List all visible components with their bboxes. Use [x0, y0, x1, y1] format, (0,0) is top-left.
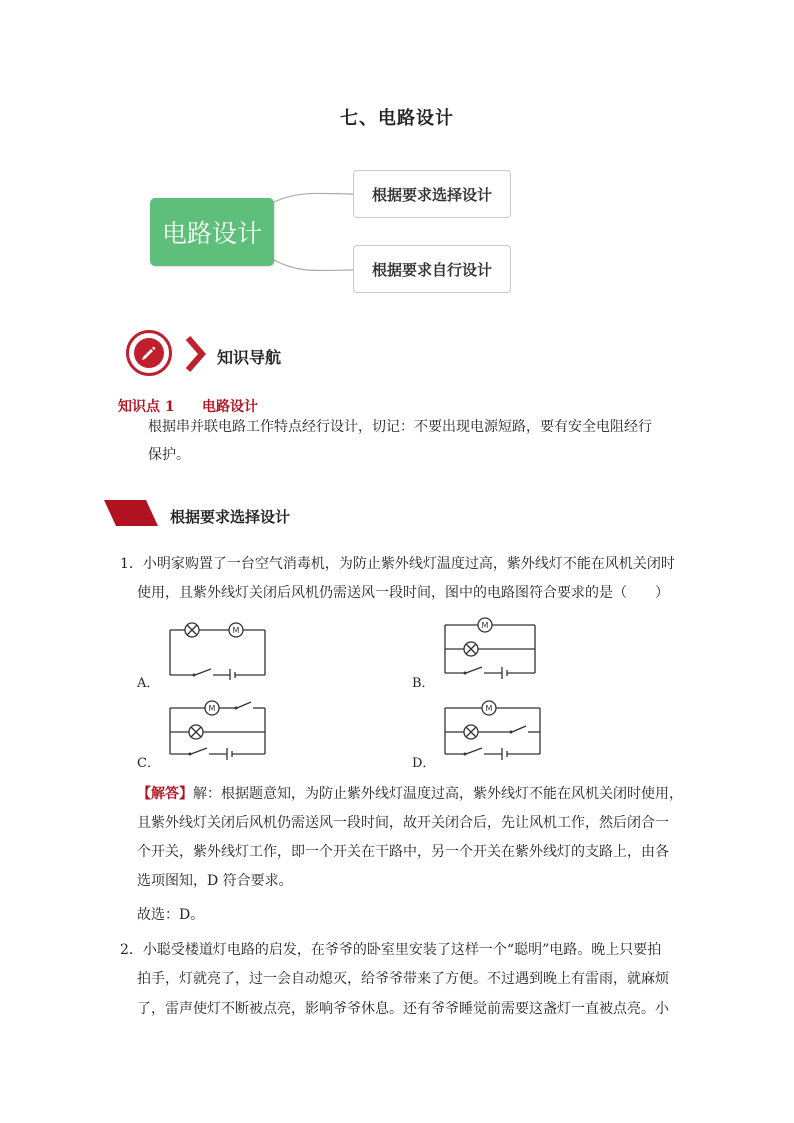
q2-text-1: 2．小聪受楼道灯电路的启发，在爷爷的卧室里安装了这样一个“聪明”电路。晚上只要拍: [120, 942, 662, 958]
knowledge-point-label: 知识点 1: [118, 399, 175, 415]
section-title: 根据要求选择设计: [170, 508, 291, 526]
q1-text-2: 使用，且紫外线灯关闭后风机仍需送风一段时间，图中的电路图符合要求的是（ ）: [137, 585, 669, 601]
answer-text-2: 且紫外线灯关闭后风机仍需送风一段时间，故开关闭合后，先让风机工作，然后闭合一: [137, 815, 669, 831]
circuit-d: [440, 696, 546, 760]
answer-choice: 故选：D。: [137, 907, 205, 923]
motor-symbol-b: M: [481, 621, 489, 630]
option-b-label: B．: [412, 676, 435, 691]
knowledge-point-text-2: 保护。: [148, 447, 190, 463]
option-d-label: D．: [412, 756, 436, 771]
chevron-right-icon: [184, 334, 208, 374]
answer-text-3: 个开关，紫外线灯工作，即一个开关在干路中，另一个开关在紫外线灯的支路上，由各: [137, 844, 669, 860]
answer-text-4: 选项图知，D 符合要求。: [137, 873, 293, 889]
knowledge-point-name: 电路设计: [202, 399, 258, 415]
mindmap-connectors: [270, 180, 360, 290]
option-a-label: A．: [137, 676, 160, 691]
mindmap-root: 电路设计: [150, 198, 274, 266]
q1-text-1: 1．小明家购置了一台空气消毒机，为防止紫外线灯温度过高，紫外线灯不能在风机关闭时: [120, 556, 675, 572]
mindmap-child-select: 根据要求选择设计: [353, 170, 511, 218]
circuit-c: [165, 696, 271, 760]
circuit-a: [165, 620, 271, 680]
answer-tag: 【解答】: [137, 786, 193, 802]
motor-symbol-d: M: [485, 704, 493, 713]
q2-text-2: 拍手，灯就亮了，过一会自动熄灭，给爷爷带来了方便。不过遇到晚上有雷雨，就麻烦: [137, 971, 669, 987]
answer-line-1: [137, 780, 683, 808]
answer-text-1: 解：根据题意知，为防止紫外线灯温度过高，紫外线灯不能在风机关闭时使用，: [193, 786, 683, 802]
pencil-icon: [140, 344, 158, 362]
knowledge-point-text-1: 根据串并联电路工作特点经行设计，切记：不要出现电源短路，要有安全电阻经行: [148, 419, 652, 435]
mindmap-child-self: 根据要求自行设计: [353, 245, 511, 293]
section-banner-shape: [104, 500, 158, 526]
circuit-b: [440, 615, 542, 680]
nav-title: 知识导航: [217, 348, 282, 367]
q2-text-3: 了，雷声使灯不断被点亮，影响爷爷休息。还有爷爷睡觉前需要这盏灯一直被点亮。小: [137, 1001, 669, 1017]
option-c-label: C．: [137, 756, 160, 771]
motor-symbol-a: M: [232, 626, 240, 635]
pencil-badge: [126, 330, 172, 376]
page-title: 七、电路设计: [340, 108, 454, 129]
motor-symbol-c: M: [208, 704, 216, 713]
